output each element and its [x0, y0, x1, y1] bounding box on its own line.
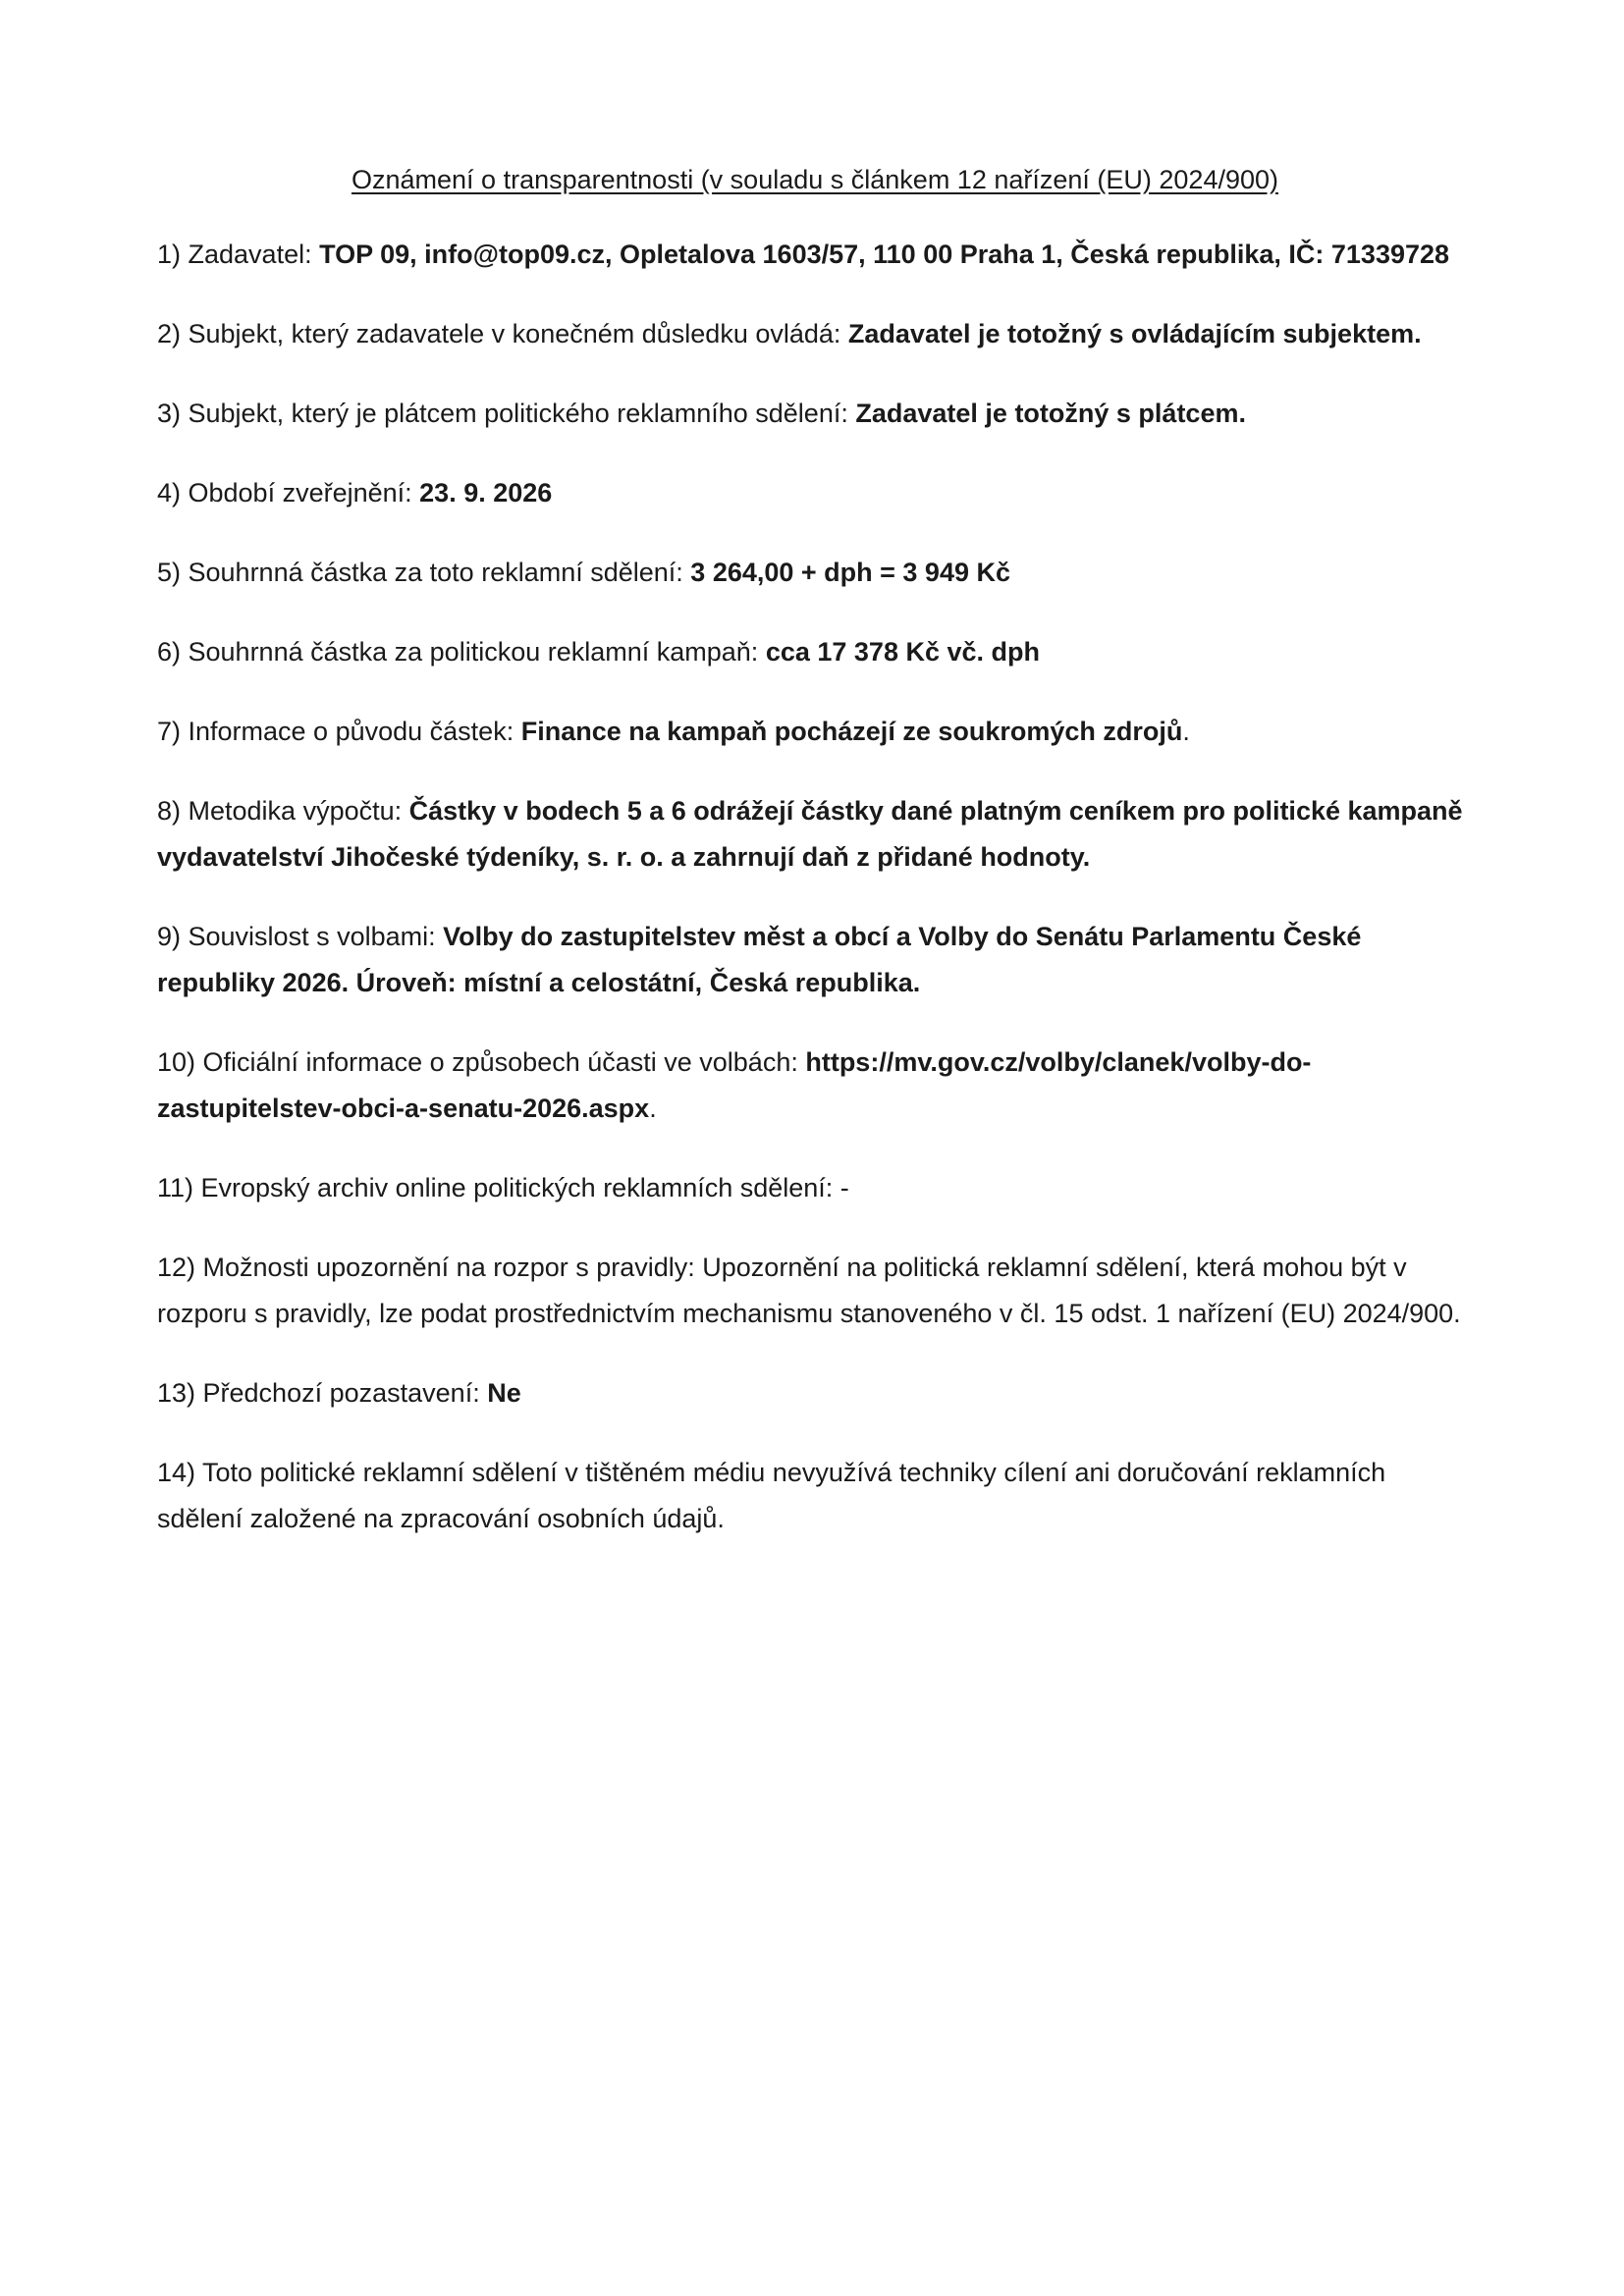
item-label: 14) Toto politické reklamní sdělení v tištěném médiu nevyužívá techniky cílení ani doručování reklamních sdělení založené na zpracování osobních údajů.: [157, 1458, 1386, 1533]
item-value: Částky v bodech 5 a 6 odrážejí částky dané platným ceníkem pro politické kampaně vydavatelství Jihočeské týdeníky, s. r. o. a zahrnují daň z přidané hodnoty.: [157, 796, 1463, 872]
item-6-campaign-amount: [157, 629, 1473, 675]
item-label: 12) Možnosti upozornění na rozpor s pravidly: Upozornění na politická reklamní sdělení, která mohou být v rozporu s pravidly, lze podat prostřednictvím mechanismu stanoveného v čl. 15 odst. 1 nařízení (EU) 2024/900.: [157, 1253, 1461, 1328]
item-value: https://mv.gov.cz/volby/clanek/volby-do-zastupitelstev-obci-a-senatu-2026.aspx: [157, 1047, 1312, 1123]
document-title: Oznámení o transparentnosti (v souladu s článkem 12 nařízení (EU) 2024/900): [352, 165, 1278, 194]
item-14-targeting-statement: [157, 1450, 1473, 1542]
item-10-official-info: [157, 1040, 1473, 1132]
item-value: TOP 09, info@top09.cz, Opletalova 1603/57, 110 00 Praha 1, Česká republika, IČ: 71339728: [319, 240, 1450, 269]
item-2-controlling-entity: [157, 311, 1473, 357]
item-label: 2) Subjekt, který zadavatele v konečném důsledku ovládá:: [157, 319, 848, 348]
item-label: 9) Souvislost s volbami:: [157, 922, 444, 951]
item-suffix: .: [649, 1094, 657, 1123]
transparency-notice: [157, 157, 1473, 1575]
item-4-publication-period: [157, 470, 1473, 516]
item-label: 5) Souhrnná částka za toto reklamní sdělení:: [157, 558, 691, 587]
item-11-eu-archive: [157, 1165, 1473, 1211]
item-value: Ne: [487, 1378, 521, 1408]
item-value: Zadavatel je totožný s plátcem.: [855, 399, 1246, 428]
item-7-funding-origin: [157, 709, 1473, 755]
item-label: 7) Informace o původu částek:: [157, 717, 521, 746]
item-value: 3 264,00 + dph = 3 949 Kč: [690, 558, 1010, 587]
item-label: 11) Evropský archiv online politických reklamních sdělení: -: [157, 1173, 849, 1202]
item-3-payer: [157, 391, 1473, 437]
item-label: 4) Období zveřejnění:: [157, 478, 420, 507]
item-label: 3) Subjekt, který je plátcem politického reklamního sdělení:: [157, 399, 856, 428]
item-label: 10) Oficiální informace o způsobech účasti ve volbách:: [157, 1047, 806, 1077]
item-label: 8) Metodika výpočtu:: [157, 796, 409, 826]
item-value: Finance na kampaň pocházejí ze soukromých zdrojů: [520, 717, 1183, 746]
item-label: 6) Souhrnná částka za politickou reklamní kampaň:: [157, 637, 766, 667]
item-value: cca 17 378 Kč vč. dph: [765, 637, 1040, 667]
item-8-methodology: [157, 788, 1473, 881]
item-value: 23. 9. 2026: [419, 478, 553, 507]
item-suffix: .: [1182, 717, 1190, 746]
item-value: Volby do zastupitelstev měst a obcí a Volby do Senátu Parlamentu České republiky 2026. Úroveň: místní a celostátní, Česká republika.: [157, 922, 1362, 997]
item-12-complaint-options: [157, 1245, 1473, 1337]
item-value: Zadavatel je totožný s ovládajícím subjektem.: [847, 319, 1422, 348]
item-label: 13) Předchozí pozastavení:: [157, 1378, 488, 1408]
item-label: 1) Zadavatel:: [157, 240, 320, 269]
item-9-election-link: [157, 914, 1473, 1006]
item-5-ad-amount: [157, 550, 1473, 596]
item-1-advertiser: [157, 232, 1473, 278]
item-13-previous-suspension: [157, 1370, 1473, 1416]
